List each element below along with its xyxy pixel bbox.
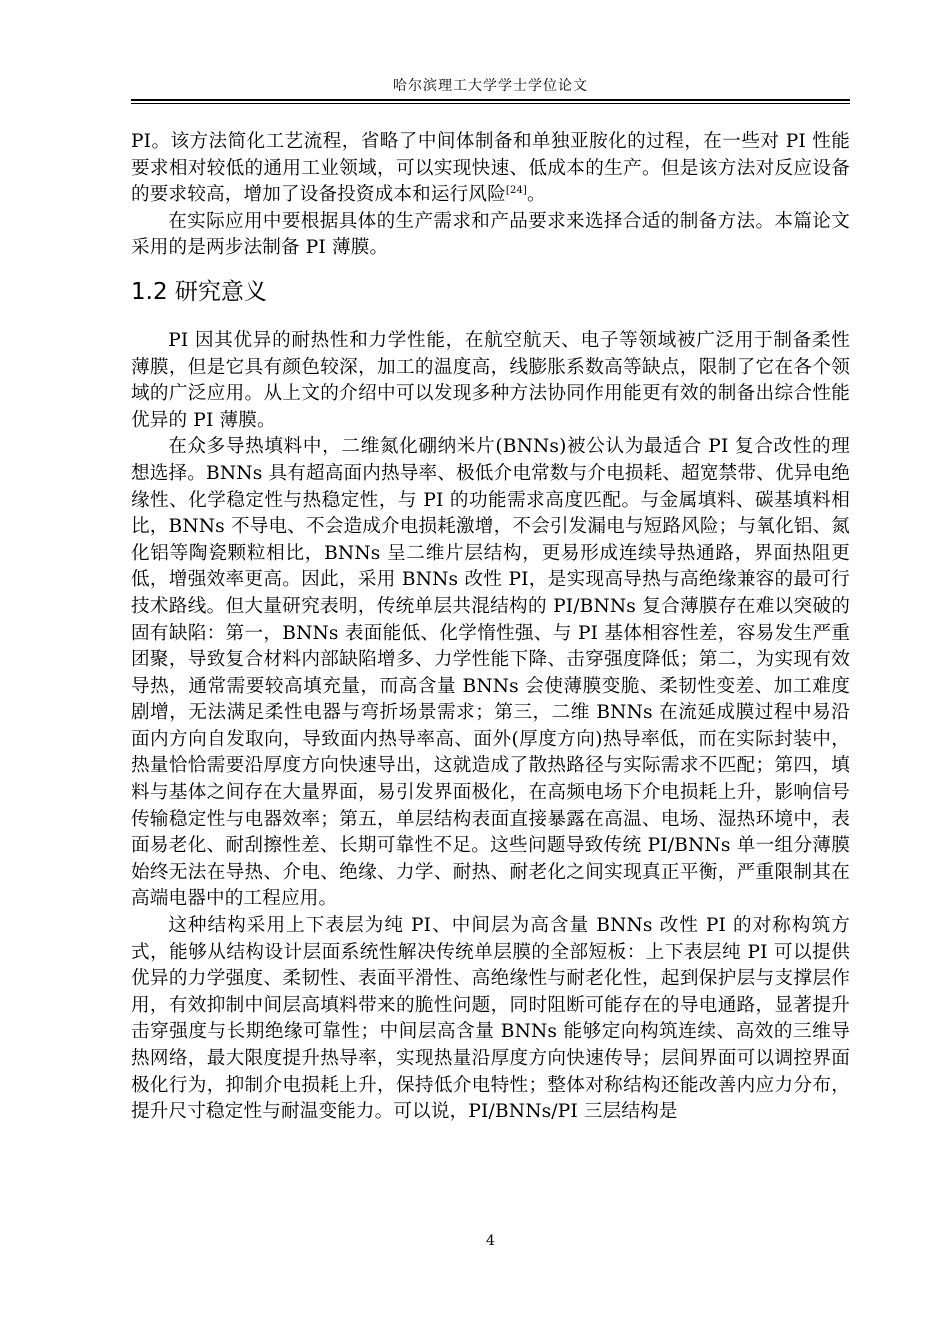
body-text (131, 129, 850, 1126)
paragraph-text: PI。该方法简化工艺流程，省略了中间体制备和单独亚胺化的过程，在一些对 PI 性能要求相对较低的通用工业领域，可以实现快速、低成本的生产。但是该方法对反应设备的要求较高，增加了设备投资成本和运行风险 (131, 131, 850, 206)
running-header: 哈尔滨理工大学学士学位论文 (393, 78, 588, 94)
paragraph-continuation (131, 129, 850, 209)
section-heading: 1.2 研究意义 (131, 278, 267, 305)
paragraph: PI 因其优异的耐热性和力学性能，在航空航天、电子等领域被广泛用于制备柔性薄膜，但是它具有颜色较深，加工的温度高，线膨胀系数高等缺点，限制了它在各个领域的广泛应用。从上文的介绍中可以发现多种方法协同作用能更有效的制备出综合性能优异的 PI 薄膜。 (131, 329, 850, 431)
paragraph: 在实际应用中要根据具体的生产需求和产品要求来选择合适的制备方法。本篇论文采用的是两步法制备 PI 薄膜。 (131, 210, 850, 259)
paragraph: 这种结构采用上下表层为纯 PI、中间层为高含量 BNNs 改性 PI 的对称构筑方式，能够从结构设计层面系统性解决传统单层膜的全部短板：上下表层纯 PI 可以提供优异的力学强度、柔韧性、表面平滑性、高绝缘性与耐老化性，起到保护层与支撑层作用，有效抑制中间层高填料带来的脆性问题，同时阻断可能存在的导电通路，显著提升击穿强度与长期绝缘可靠性；中间层高含量 BNNs 能够定向构筑连续、高效的三维导热网络，最大限度提升热导率，实现热量沿厚度方向快速传导；层间界面可以调控界面极化行为，抑制介电损耗上升，保持低介电特性；整体对称结构还能改善内应力分布，提升尺寸稳定性与耐温变能力。可以说，PI/BNNs/PI 三层结构是 (131, 915, 850, 1123)
header-rule-thick (131, 99, 850, 101)
paragraph: 在众多导热填料中，二维氮化硼纳米片(BNNs)被公认为最适合 PI 复合改性的理想选择。BNNs 具有超高面内热导率、极低介电常数与介电损耗、超宽禁带、优异电绝缘性、化学稳定性与热稳定性，与 PI 的功能需求高度匹配。与金属填料、碳基填料相比，BNNs 不导电、不会造成介电损耗激增，不会引发漏电与短路风险；与氧化铝、氮化铝等陶瓷颗粒相比，BNNs 呈二维片层结构，更易形成连续导热通路，界面热阻更低，增强效率更高。因此，采用 BNNs 改性 PI，是实现高导热与高绝缘兼容的最可行技术路线。但大量研究表明，传统单层共混结构的 PI/BNNs 复合薄膜存在难以突破的固有缺陷：第一，BNNs 表面能低、化学惰性强、与 PI 基体相容性差，容易发生严重团聚，导致复合材料内部缺陷增多、力学性能下降、击穿强度降低；第二，为实现有效导热，通常需要较高填充量，而高含量 BNNs 会使薄膜变脆、柔韧性变差、加工难度剧增，无法满足柔性电器与弯折场景需求；第三，二维 BNNs 在流延成膜过程中易沿面内方向自发取向，导致面内热导率高、面外(厚度方向)热导率低，而在实际封装中，热量恰恰需要沿厚度方向快速导出，这就造成了散热路径与实际需求不匹配；第四，填料与基体之间存在大量界面，易引发界面极化，在高频电场下介电损耗上升，影响信号传输稳定性与电器效率；第五，单层结构表面直接暴露在高温、电场、湿热环境中，表面易老化、耐刮擦性差、长期可靠性不足。这些问题导致传统 PI/BNNs 单一组分薄膜始终无法在导热、介电、绝缘、力学、耐热、耐老化之间实现真正平衡，严重限制其在高端电器中的工程应用。 (131, 436, 850, 910)
header-rule-thin (131, 103, 850, 104)
citation-superscript: [24] (505, 185, 528, 196)
paragraph-tail: 。 (527, 184, 546, 206)
page-number: 4 (486, 1233, 495, 1249)
